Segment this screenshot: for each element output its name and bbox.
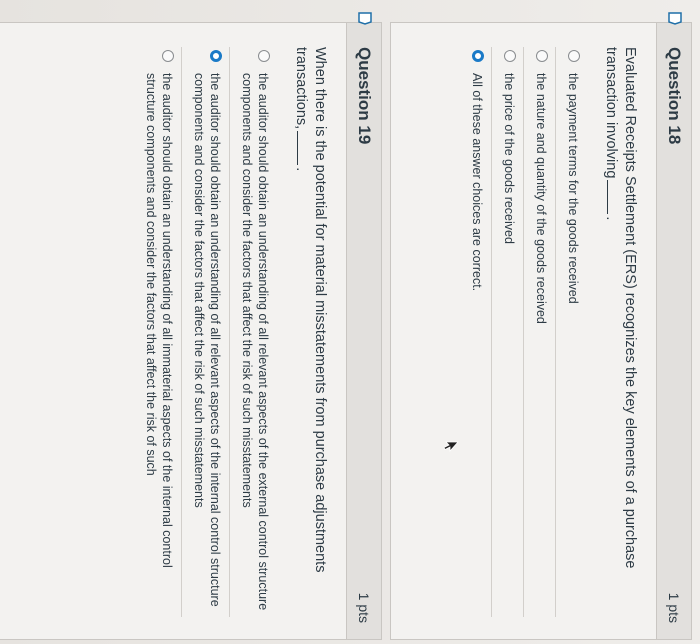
radio-button-selected[interactable] bbox=[210, 50, 222, 62]
answer-option[interactable] bbox=[523, 47, 555, 617]
question-prompt-text: Evaluated Receipts Settlement (ERS) recognizes the key elements of a purchase transaction involving bbox=[603, 47, 638, 569]
answer-label: All of these answer choices are correct. bbox=[470, 73, 484, 292]
answer-label: the auditor should obtain an understanding of all relevant aspects of the internal control structure components and consider the factors that affect the risk of such misstatements bbox=[192, 73, 222, 607]
radio-button[interactable] bbox=[536, 50, 548, 62]
radio-button[interactable] bbox=[504, 50, 516, 62]
question-prompt bbox=[601, 47, 639, 607]
question-header bbox=[346, 23, 381, 639]
question-prompt-end: . bbox=[293, 167, 309, 172]
question-title: Question 19 bbox=[355, 47, 374, 145]
radio-button[interactable] bbox=[162, 50, 174, 62]
answer-list bbox=[460, 47, 587, 617]
answer-option[interactable] bbox=[555, 47, 587, 617]
question-title: Question 18 bbox=[665, 47, 684, 145]
fill-blank bbox=[297, 131, 298, 165]
radio-button-selected[interactable] bbox=[472, 50, 484, 62]
question-prompt bbox=[291, 47, 329, 607]
question-18-card bbox=[390, 22, 692, 640]
answer-option[interactable] bbox=[491, 47, 523, 617]
answer-option-selected[interactable] bbox=[460, 47, 491, 617]
question-points: 1 pts bbox=[666, 592, 682, 623]
fill-blank bbox=[607, 180, 608, 214]
answer-label: the payment terms for the goods received bbox=[566, 73, 580, 304]
flag-question-icon[interactable] bbox=[358, 11, 372, 25]
flag-question-icon[interactable] bbox=[668, 11, 682, 25]
answer-label: the nature and quantity of the goods received bbox=[534, 73, 548, 324]
answer-label: the auditor should obtain an understanding of all immaterial aspects of the internal control structure components and consider the factors that affect the risk of such bbox=[144, 73, 174, 568]
mouse-pointer-icon bbox=[443, 441, 459, 453]
answer-option[interactable] bbox=[134, 47, 181, 617]
radio-button[interactable] bbox=[568, 50, 580, 62]
question-header bbox=[656, 23, 691, 639]
question-prompt-text: When there is the potential for material misstatements from purchase adjustments transactions, bbox=[293, 47, 328, 573]
question-19-card bbox=[0, 22, 382, 640]
radio-button[interactable] bbox=[258, 50, 270, 62]
answer-option[interactable] bbox=[229, 47, 277, 617]
answer-list bbox=[134, 47, 277, 617]
answer-label: the auditor should obtain an understanding of all relevant aspects of the external control structure components and consider the factors that affect the risk of such misstatements bbox=[240, 73, 270, 611]
answer-label: the price of the goods received bbox=[502, 73, 516, 244]
answer-option-selected[interactable] bbox=[181, 47, 229, 617]
question-prompt-end: . bbox=[603, 216, 619, 221]
question-points: 1 pts bbox=[356, 592, 372, 623]
